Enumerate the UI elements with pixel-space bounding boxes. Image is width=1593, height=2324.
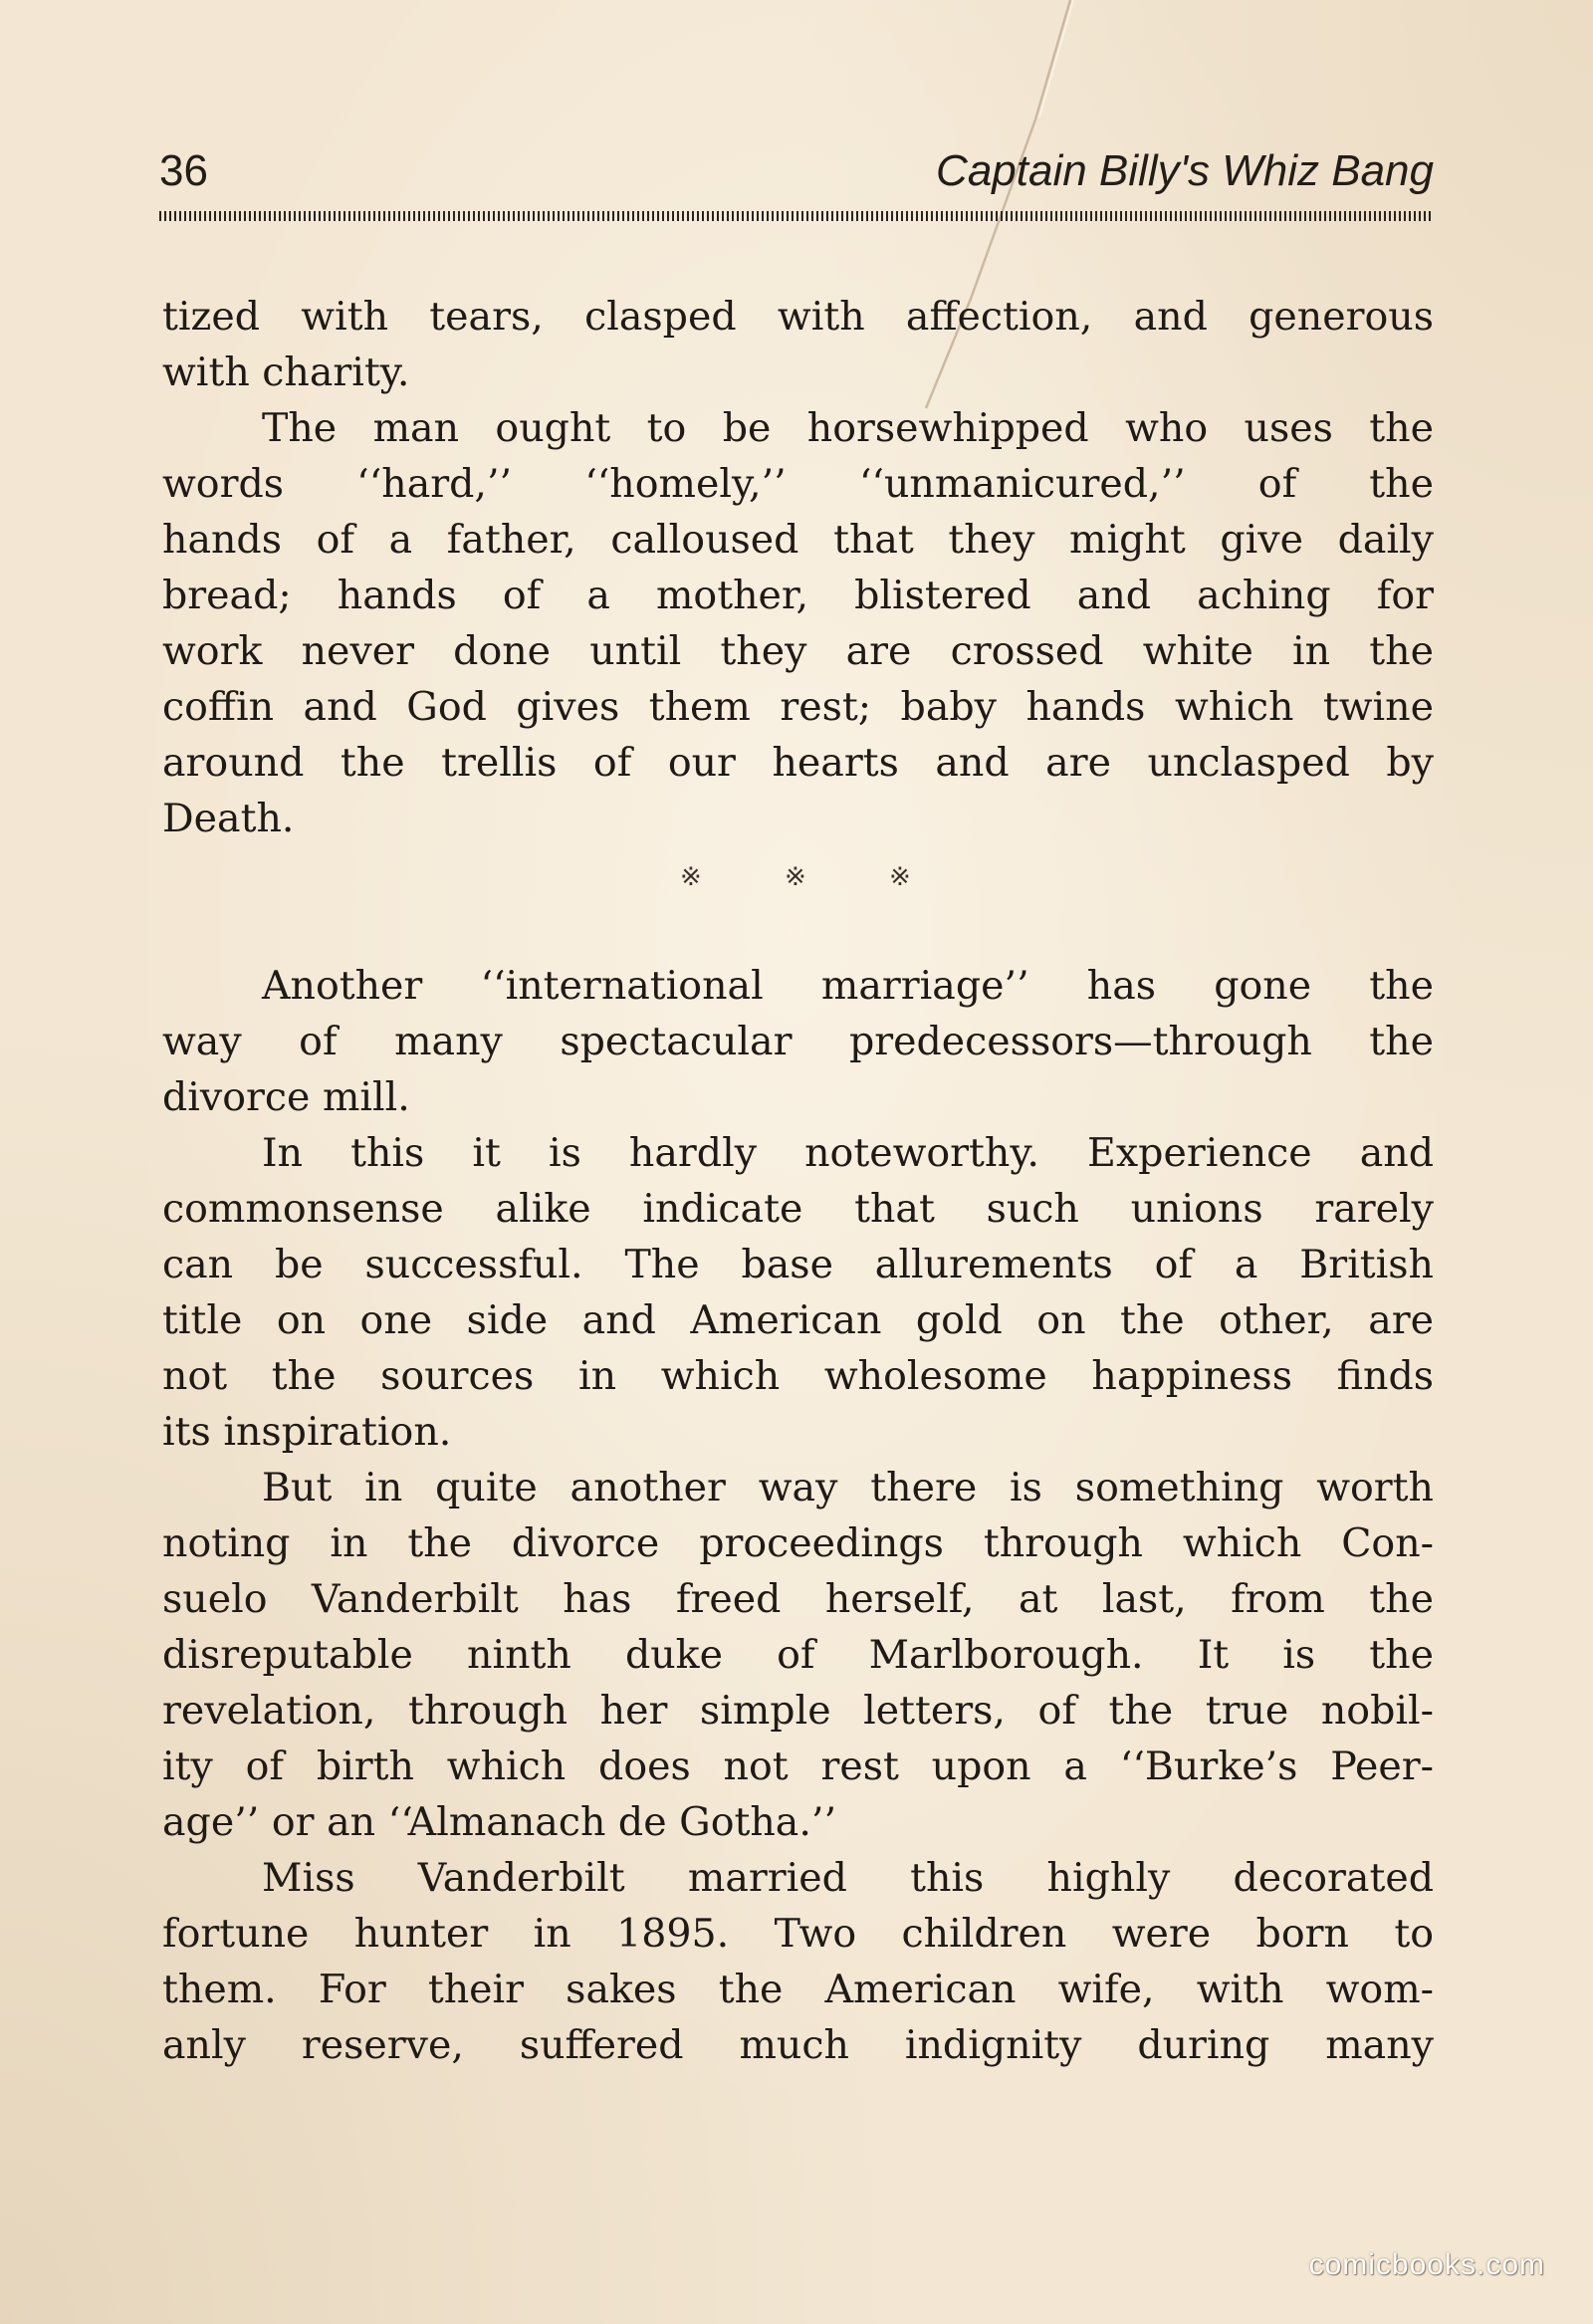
text-line: around the trellis of our hearts and are unclasped by bbox=[162, 740, 1434, 786]
text-line: age’’ or an ‘‘Almanach de Gotha.’’ bbox=[162, 1799, 837, 1845]
text-line: anly reserve, suffered much indignity during many bbox=[162, 2022, 1434, 2068]
section-separator bbox=[162, 846, 1434, 958]
running-title: Captain Billy's Whiz Bang bbox=[936, 146, 1434, 195]
text-line: But in quite another way there is something worth bbox=[262, 1465, 1434, 1511]
text-line: Death. bbox=[162, 796, 295, 841]
text-line: ity of birth which does not rest upon a ‘‘Burke’s Peer- bbox=[162, 1743, 1434, 1789]
asterism-mark: ※ bbox=[785, 862, 806, 892]
text-line: noting in the divorce proceedings through which Con- bbox=[162, 1520, 1434, 1566]
text-line: revelation, through her simple letters, of the true nobil- bbox=[162, 1688, 1434, 1734]
text-line: words ‘‘hard,’’ ‘‘homely,’’ ‘‘unmanicured,’’ of the bbox=[162, 461, 1434, 507]
text-line: with charity. bbox=[162, 349, 410, 395]
header-rule bbox=[159, 211, 1434, 221]
text-line: title on one side and American gold on the other, are bbox=[162, 1297, 1434, 1343]
page-header bbox=[159, 146, 1434, 209]
text-line: The man ought to be horsewhipped who uses the bbox=[262, 405, 1434, 451]
text-line: way of many spectacular predecessors—through the bbox=[162, 1019, 1434, 1064]
asterism-mark: ※ bbox=[680, 862, 702, 892]
text-line: hands of a father, calloused that they might give daily bbox=[162, 517, 1434, 563]
text-line: not the sources in which wholesome happiness finds bbox=[162, 1353, 1434, 1399]
text-line: coffin and God gives them rest; baby hands which twine bbox=[162, 684, 1434, 730]
text-line: In this it is hardly noteworthy. Experience and bbox=[262, 1130, 1434, 1176]
text-line: tized with tears, clasped with affection, and generous bbox=[162, 294, 1434, 340]
text-line: Another ‘‘international marriage’’ has gone the bbox=[262, 963, 1434, 1009]
text-line: commonsense alike indicate that such unions rarely bbox=[162, 1186, 1434, 1232]
text-line: divorce mill. bbox=[162, 1074, 410, 1120]
text-line: disreputable ninth duke of Marlborough. It is the bbox=[162, 1632, 1434, 1678]
article-body bbox=[162, 289, 1434, 2073]
text-line: suelo Vanderbilt has freed herself, at last, from the bbox=[162, 1576, 1434, 1622]
text-line: work never done until they are crossed white in the bbox=[162, 628, 1434, 674]
text-line: can be successful. The base allurements of a British bbox=[162, 1242, 1434, 1287]
text-line: them. For their sakes the American wife, with wom- bbox=[162, 1967, 1434, 2012]
text-line: fortune hunter in 1895. Two children were born to bbox=[162, 1911, 1434, 1957]
text-line: Miss Vanderbilt married this highly decorated bbox=[262, 1855, 1434, 1901]
text-line: its inspiration. bbox=[162, 1409, 452, 1455]
watermark: comicbooks.com bbox=[1308, 2248, 1545, 2281]
page-number: 36 bbox=[159, 146, 208, 195]
text-line: bread; hands of a mother, blistered and aching for bbox=[162, 573, 1434, 618]
asterism-mark: ※ bbox=[889, 862, 911, 892]
